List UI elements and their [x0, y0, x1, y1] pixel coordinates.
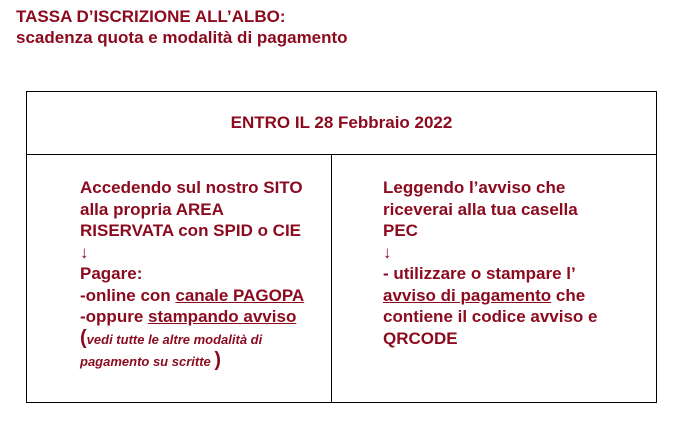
title-line-1: TASSA D’ISCRIZIONE ALL’ALBO: [16, 7, 286, 26]
right-line-3: PEC [383, 221, 418, 240]
right-line-5 [383, 285, 653, 307]
left-line-5 [80, 285, 340, 307]
left-line-6 [80, 306, 340, 328]
note-text-1: vedi tutte le altre modalità di [86, 331, 263, 347]
right-line-1: Leggendo l’avviso che [383, 178, 566, 197]
left-note-line-2 [80, 350, 340, 373]
page-title [16, 6, 348, 48]
table-header [27, 92, 656, 155]
left-cell-content [80, 177, 340, 373]
che-suffix: che [551, 285, 586, 305]
paren-open: ( [80, 326, 87, 349]
left-line-2: alla propria AREA [80, 199, 224, 219]
right-line-7: QRCODE [383, 328, 458, 348]
left-line-3: RISERVATA con SPID o CIE [80, 221, 302, 240]
left-line-1: Accedendo sul nostro SITO [80, 178, 303, 197]
paren-close: ) [214, 349, 222, 371]
online-prefix: -online con [80, 285, 176, 305]
oppure-prefix: -oppure [80, 307, 148, 326]
right-line-2: riceverai alla tua casella [383, 199, 578, 219]
down-arrow-icon: ↓ [80, 242, 89, 262]
avviso-pagamento-link[interactable]: avviso di pagamento [383, 285, 552, 305]
right-line-4: - utilizzare o stampare l’ [383, 264, 576, 283]
stampando-avviso-link[interactable]: stampando avviso [148, 307, 297, 326]
note-text-2: pagamento su scritte [80, 354, 215, 369]
left-line-4: Pagare: [80, 264, 143, 283]
deadline-text: ENTRO IL 28 Febbraio 2022 [230, 113, 453, 132]
title-line-2: scadenza quota e modalità di pagamento [16, 28, 348, 47]
down-arrow-icon: ↓ [383, 242, 392, 262]
right-line-6: contiene il codice avviso e [383, 307, 598, 326]
right-cell-content [383, 177, 653, 349]
pagopa-link[interactable]: canale PAGOPA [175, 285, 305, 305]
left-note-line-1 [80, 328, 340, 351]
